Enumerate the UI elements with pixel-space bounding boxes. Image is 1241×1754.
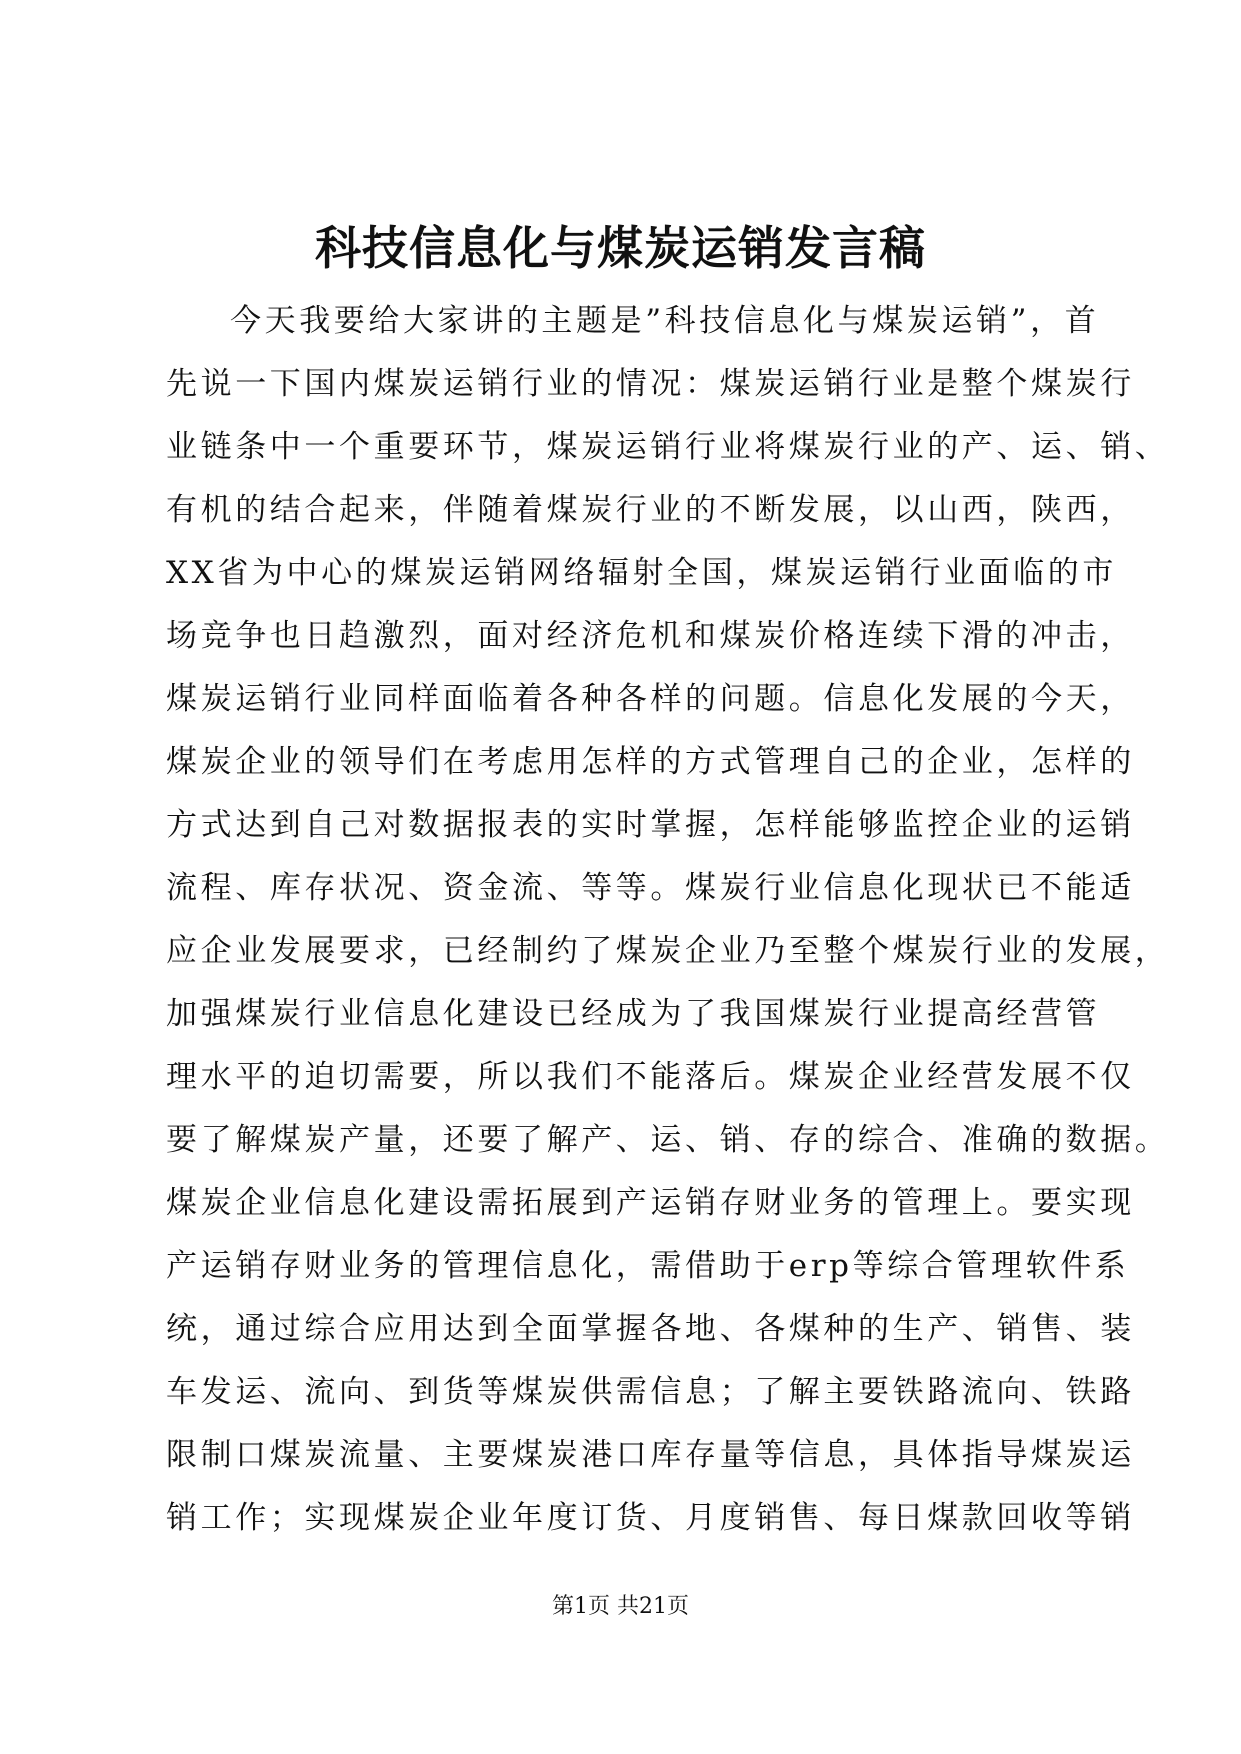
body-paragraph bbox=[166, 290, 1170, 1550]
document-title: 科技信息化与煤炭运销发言稿 bbox=[315, 221, 926, 275]
text-line: XX省为中心的煤炭运销网络辐射全国，煤炭运销行业面临的市 bbox=[166, 555, 1117, 591]
text-line: 场竞争也日趋激烈，面对经济危机和煤炭价格连续下滑的冲击， bbox=[166, 618, 1135, 654]
text-line: 流程、库存状况、资金流、等等。煤炭行业信息化现状已不能适 bbox=[166, 870, 1135, 906]
text-line: 理水平的迫切需要，所以我们不能落后。煤炭企业经营发展不仅 bbox=[166, 1059, 1135, 1095]
text-line: 业链条中一个重要环节，煤炭运销行业将煤炭行业的产、运、销、 bbox=[166, 429, 1170, 465]
text-line: 限制口煤炭流量、主要煤炭港口库存量等信息，具体指导煤炭运 bbox=[166, 1437, 1135, 1473]
text-line: 方式达到自己对数据报表的实时掌握，怎样能够监控企业的运销 bbox=[166, 807, 1135, 843]
page-number-footer: 第1页 共21页 bbox=[552, 1594, 689, 1619]
text-line: 销工作；实现煤炭企业年度订货、月度销售、每日煤款回收等销 bbox=[166, 1500, 1135, 1536]
text-line: 应企业发展要求，已经制约了煤炭企业乃至整个煤炭行业的发展， bbox=[166, 933, 1170, 969]
text-line: 今天我要给大家讲的主题是”科技信息化与煤炭运销”，首 bbox=[230, 303, 1100, 339]
text-line: 先说一下国内煤炭运销行业的情况：煤炭运销行业是整个煤炭行 bbox=[166, 366, 1135, 402]
text-line: 产运销存财业务的管理信息化，需借助于erp等综合管理软件系 bbox=[166, 1248, 1130, 1284]
text-line: 煤炭企业信息化建设需拓展到产运销存财业务的管理上。要实现 bbox=[166, 1185, 1135, 1221]
text-line: 要了解煤炭产量，还要了解产、运、销、存的综合、准确的数据。 bbox=[166, 1122, 1170, 1158]
text-line: 有机的结合起来，伴随着煤炭行业的不断发展，以山西，陕西， bbox=[166, 492, 1135, 528]
text-line: 煤炭运销行业同样面临着各种各样的问题。信息化发展的今天， bbox=[166, 681, 1135, 717]
text-line: 煤炭企业的领导们在考虑用怎样的方式管理自己的企业，怎样的 bbox=[166, 744, 1135, 780]
text-line: 车发运、流向、到货等煤炭供需信息；了解主要铁路流向、铁路 bbox=[166, 1374, 1135, 1410]
text-line: 加强煤炭行业信息化建设已经成为了我国煤炭行业提高经营管 bbox=[166, 996, 1101, 1032]
text-line: 统，通过综合应用达到全面掌握各地、各煤种的生产、销售、装 bbox=[166, 1311, 1135, 1347]
